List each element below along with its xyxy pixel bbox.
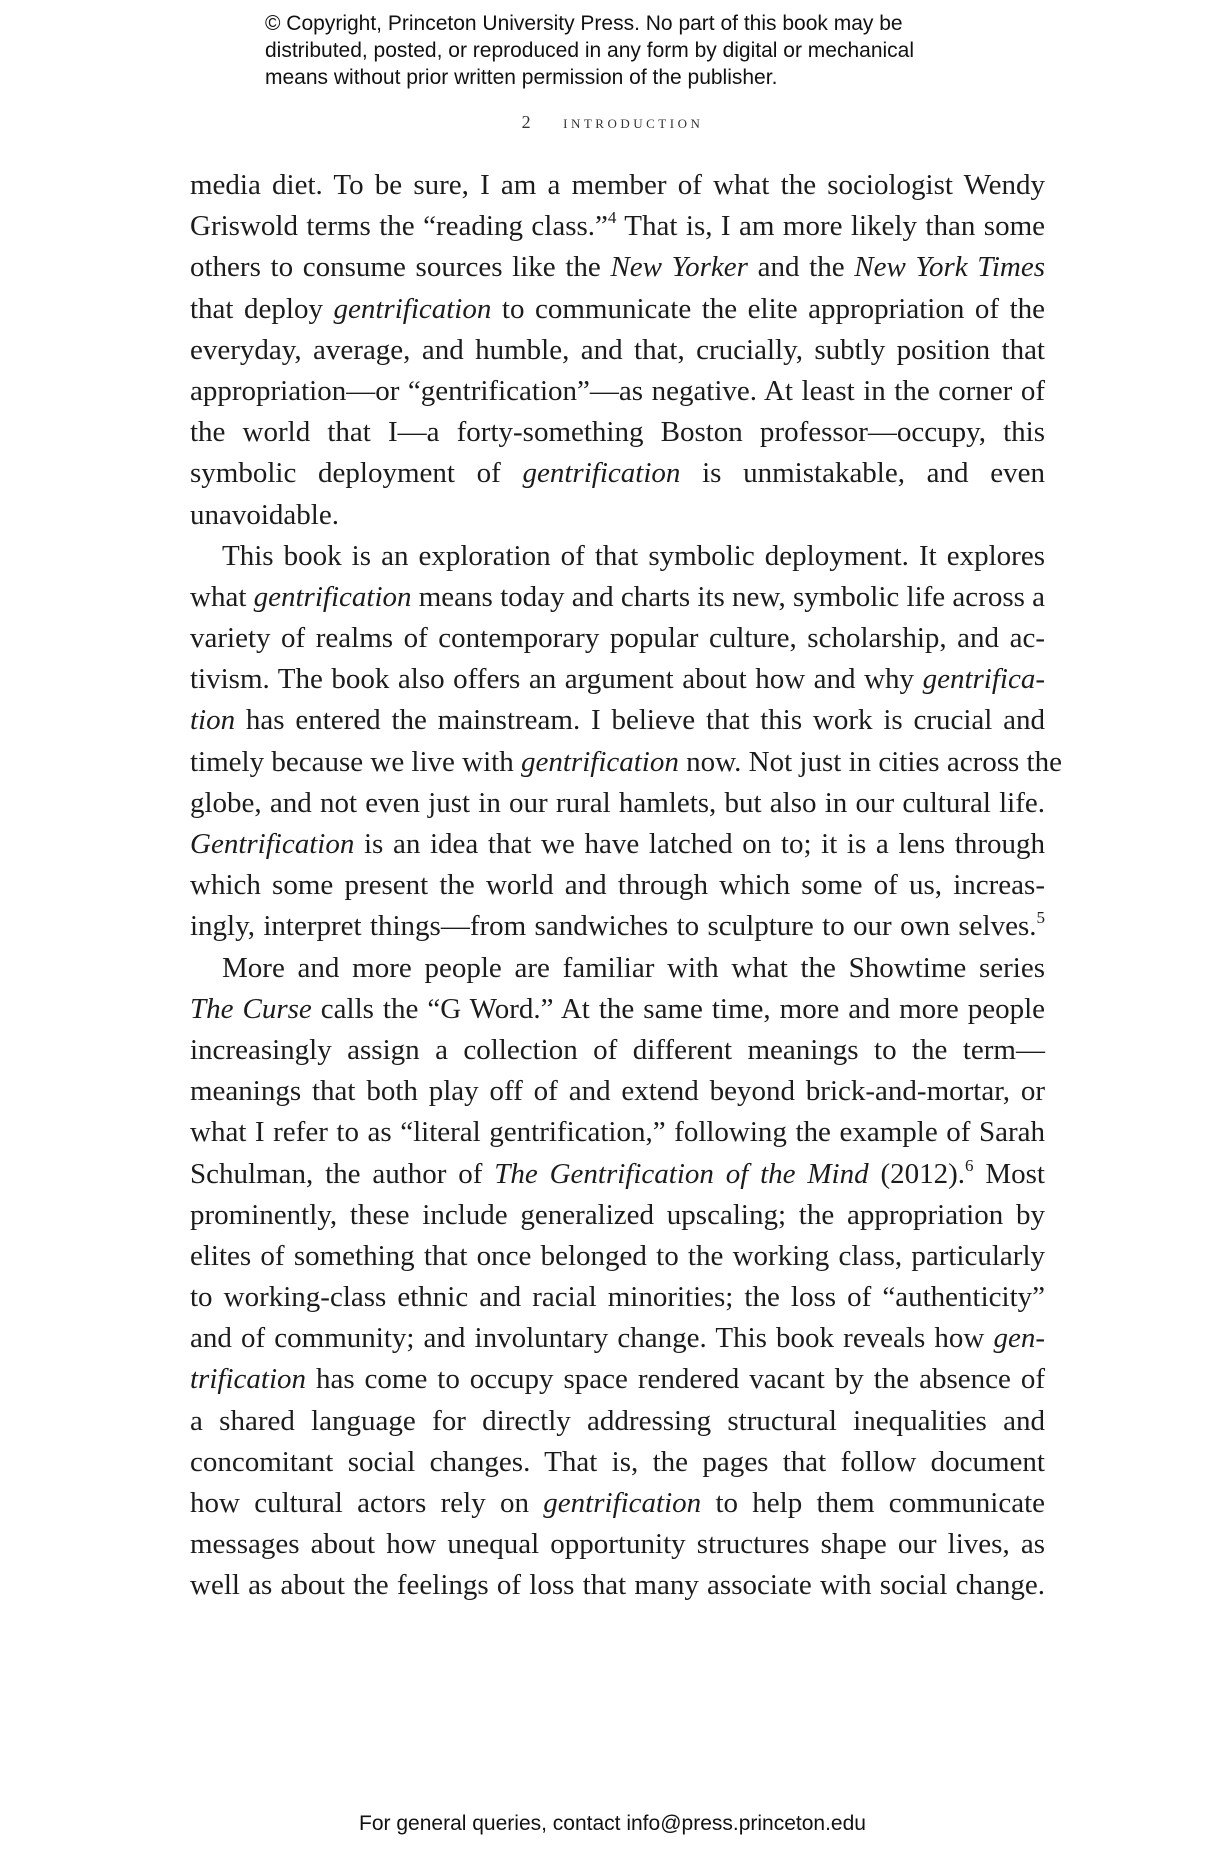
text-line: globe, and not even just in our rural hamlets, but also in our cultural life. <box>190 786 1045 819</box>
text-line: a shared language for directly addressing structural inequalities and <box>190 1404 1045 1437</box>
copyright-notice <box>265 10 1025 91</box>
copyright-line: © Copyright, Princeton University Press. No part of this book may be <box>265 12 903 35</box>
text-line: everyday, average, and humble, and that, crucially, subtly position that <box>190 333 1045 366</box>
text-line: and of community; and involuntary change. This book reveals how gen- <box>190 1322 1045 1355</box>
text-line: what gentrification means today and charts its new, symbolic life across a <box>190 580 1046 613</box>
chapter-title: introduction <box>563 112 704 132</box>
text-line: Griswold terms the “reading class.”$^4$ That is, I am more likely than some <box>190 208 1045 243</box>
footnote-ref: 6 <box>965 1155 974 1175</box>
text-line: to working-class ethnic and racial minorities; the loss of “authenticity” <box>190 1281 1045 1314</box>
text-line: Gentrification is an idea that we have latched on to; it is a lens through <box>190 828 1045 860</box>
copyright-line: means without prior written permission of the publisher. <box>265 66 778 89</box>
text-line: symbolic deployment of gentrification is unmistakable, and even <box>190 457 1045 490</box>
text-line: timely because we live with gentrification now. Not just in cities across the <box>190 745 1062 778</box>
text-line: messages about how unequal opportunity structures shape our lives, as <box>190 1528 1045 1561</box>
text-line: appropriation—or “gentrification”—as negative. At least in the corner of <box>190 374 1045 407</box>
text-line: the world that I—a forty-something Boston professor—occupy, this <box>190 416 1045 449</box>
text-line: well as about the feelings of loss that many associate with social change. <box>190 1569 1045 1602</box>
text-line: which some present the world and through which some of us, increas- <box>190 869 1045 902</box>
text-line: ingly, interpret things—from sandwiches to sculpture to our own selves.$^5$ <box>190 908 1045 943</box>
footnote-ref: 4 <box>607 208 617 228</box>
text-line: concomitant social changes. That is, the pages that follow document <box>190 1445 1045 1478</box>
text-line: trification has come to occupy space rendered vacant by the absence of <box>190 1363 1045 1396</box>
text-line: unavoidable. <box>190 498 339 531</box>
running-head <box>0 112 1225 133</box>
text-line: elites of something that once belonged to the working class, particularly <box>190 1239 1045 1272</box>
copyright-line: distributed, posted, or reproduced in any form by digital or mechanical <box>265 39 915 62</box>
text-line: prominently, these include generalized upscaling; the appropriation by <box>190 1198 1045 1231</box>
text-line: meanings that both play off of and extend beyond brick-and-mortar, or <box>190 1075 1045 1108</box>
text-line: tivism. The book also offers an argument about how and why gentrifica- <box>190 663 1045 696</box>
text-line: This book is an exploration of that symbolic deployment. It explores <box>222 539 1045 572</box>
text-line: how cultural actors rely on gentrification to help them communicate <box>190 1487 1046 1519</box>
footer-contact: For general queries, contact info@press.princeton.edu <box>359 1812 866 1835</box>
text-line: that deploy gentrification to communicate the elite appropriation of the <box>190 292 1045 325</box>
text-line: what I refer to as “literal gentrification,” following the example of Sarah <box>190 1116 1045 1149</box>
page-number: 2 <box>521 112 534 132</box>
text-line: Schulman, the author of The Gentrification of the Mind (2012).$^6$ Most <box>190 1155 1045 1190</box>
text-line: media diet. To be sure, I am a member of what the sociologist Wendy <box>190 169 1045 201</box>
text-line: others to consume sources like the New Yorker and the New York Times <box>190 251 1045 284</box>
footnote-ref: 5 <box>1036 908 1045 928</box>
text-line: variety of realms of contemporary popular culture, scholarship, and ac- <box>190 622 1045 655</box>
text-line: More and more people are familiar with what the Showtime series <box>222 951 1045 984</box>
text-line: increasingly assign a collection of different meanings to the term— <box>190 1033 1045 1066</box>
body-text <box>190 165 1062 1607</box>
text-line: tion has entered the mainstream. I believe that this work is crucial and <box>190 704 1045 737</box>
text-line: The Curse calls the “G Word.” At the same time, more and more people <box>190 992 1045 1025</box>
